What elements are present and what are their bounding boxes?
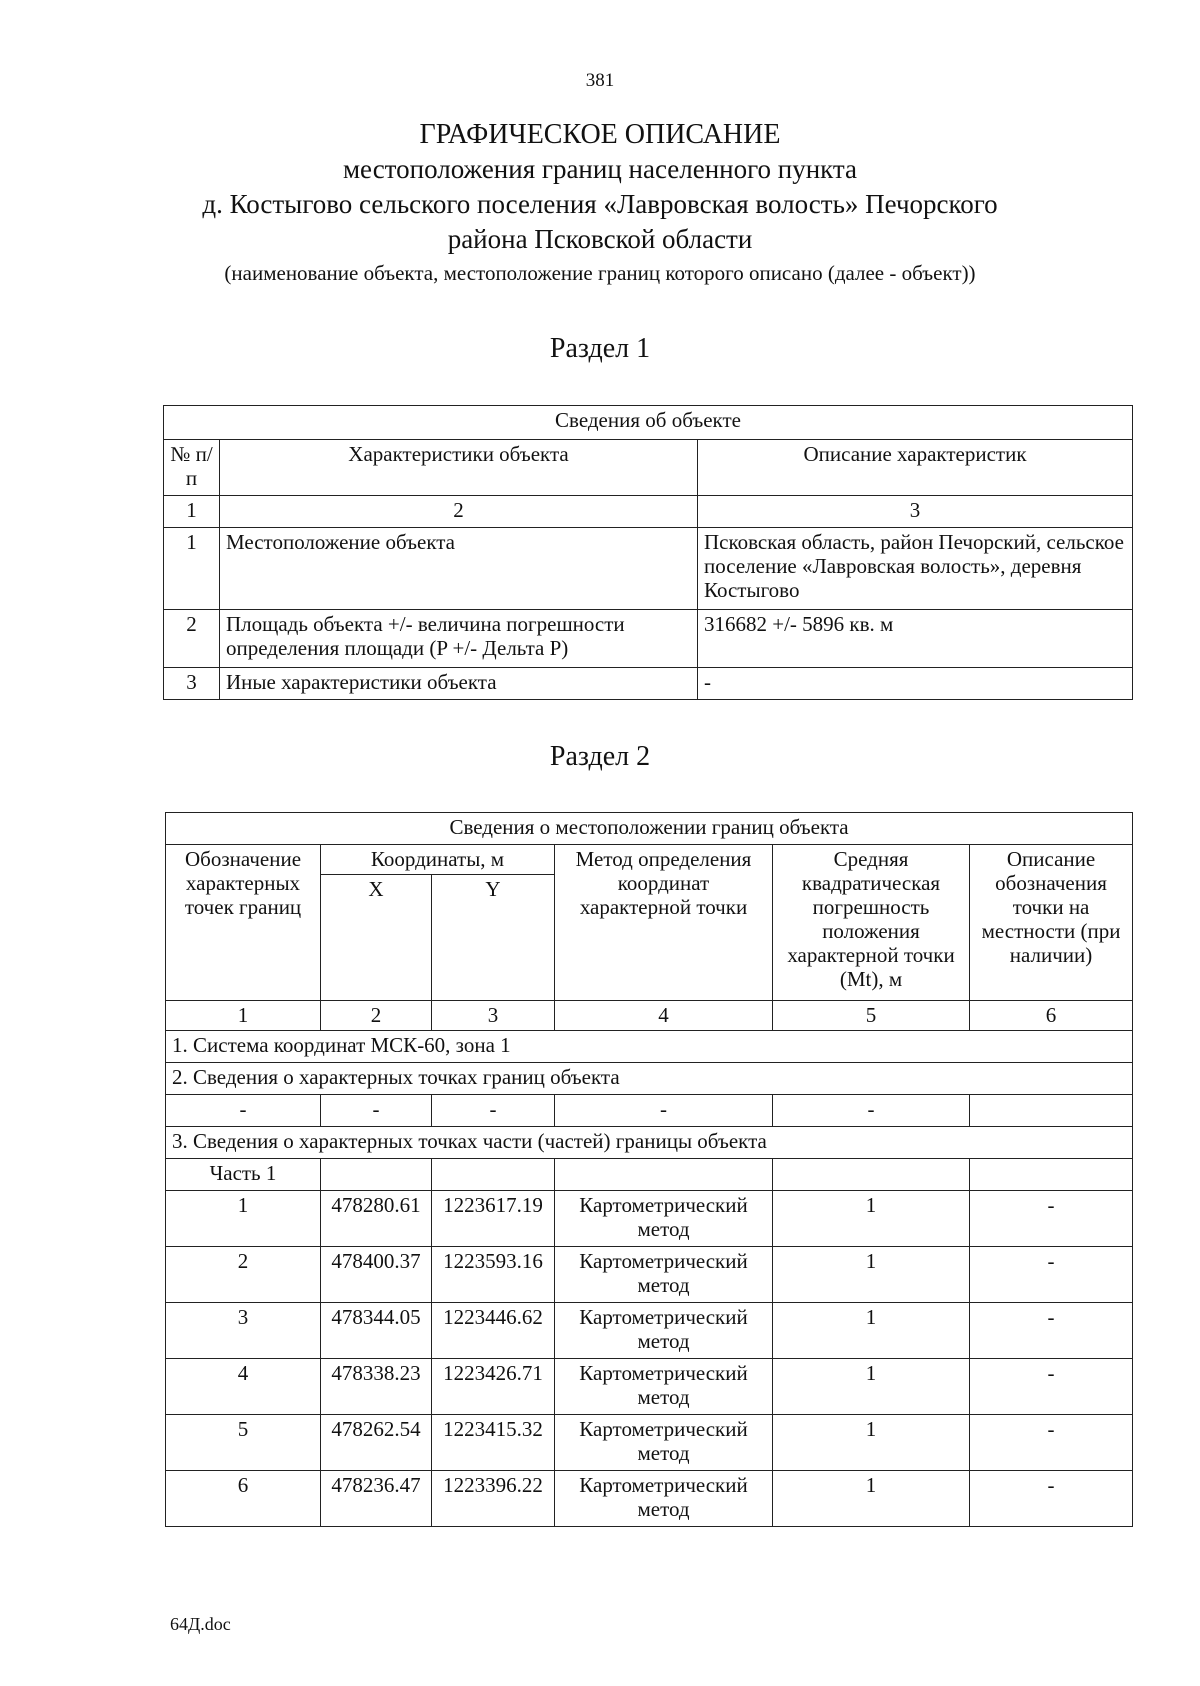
row-description: 316682 +/- 5896 кв. м <box>698 610 1133 668</box>
point-description: - <box>970 1303 1133 1359</box>
point-description: - <box>970 1247 1133 1303</box>
header-designation: Обозначение характерных точек границ <box>166 845 321 1001</box>
point-description: - <box>970 1359 1133 1415</box>
header-x: X <box>321 875 432 1001</box>
cell: - <box>166 1095 321 1127</box>
table-row <box>166 1247 1133 1303</box>
point-error: 1 <box>773 1415 970 1471</box>
section1-heading: Раздел 1 <box>549 333 651 364</box>
cell <box>970 1095 1133 1127</box>
point-method: Картометрический метод <box>555 1359 773 1415</box>
point-y: 1223617.19 <box>432 1191 555 1247</box>
point-description: - <box>970 1191 1133 1247</box>
row-characteristic: Местоположение объекта <box>220 528 698 610</box>
col-number: 5 <box>773 1001 970 1031</box>
row-description: - <box>698 668 1133 700</box>
cell: - <box>432 1095 555 1127</box>
row-number: 3 <box>164 668 220 700</box>
col-header-number: № п/п <box>164 440 220 496</box>
cell: - <box>321 1095 432 1127</box>
row-characteristic: Иные характеристики объекта <box>220 668 698 700</box>
table-row <box>166 1359 1133 1415</box>
col-number: 4 <box>555 1001 773 1031</box>
row-characteristic: Площадь объекта +/- величина погрешности определения площади (P +/- Дельта P) <box>220 610 698 668</box>
table-row <box>166 1095 1133 1127</box>
table-title: Сведения о местоположении границ объекта <box>166 813 1133 845</box>
col-header-characteristic: Характеристики объекта <box>220 440 698 496</box>
point-method: Картометрический метод <box>555 1415 773 1471</box>
point-method: Картометрический метод <box>555 1303 773 1359</box>
point-number: 5 <box>166 1415 321 1471</box>
page-number: 381 <box>585 70 615 91</box>
point-x: 478344.05 <box>321 1303 432 1359</box>
coordinate-system-row: 1. Система координат МСК-60, зона 1 <box>166 1031 1133 1063</box>
document-title-block <box>0 118 1200 287</box>
col-number: 2 <box>321 1001 432 1031</box>
point-number: 1 <box>166 1191 321 1247</box>
section2-heading: Раздел 2 <box>549 741 651 772</box>
point-y: 1223593.16 <box>432 1247 555 1303</box>
col-number: 1 <box>164 496 220 528</box>
point-error: 1 <box>773 1303 970 1359</box>
point-y: 1223446.62 <box>432 1303 555 1359</box>
document-subtitle-line: района Псковской области <box>447 224 753 254</box>
row-number: 1 <box>164 528 220 610</box>
point-x: 478400.37 <box>321 1247 432 1303</box>
boundary-points-heading-row: 2. Сведения о характерных точках границ объекта <box>166 1063 1133 1095</box>
table-row <box>166 1303 1133 1359</box>
point-method: Картометрический метод <box>555 1191 773 1247</box>
row-number: 2 <box>164 610 220 668</box>
point-method: Картометрический метод <box>555 1247 773 1303</box>
point-number: 6 <box>166 1471 321 1527</box>
row-description: Псковская область, район Печорский, сельское поселение «Лавровская волость», деревня Костыгово <box>698 528 1133 610</box>
point-description: - <box>970 1471 1133 1527</box>
part-label: Часть 1 <box>166 1159 321 1191</box>
point-method: Картометрический метод <box>555 1471 773 1527</box>
col-number: 6 <box>970 1001 1133 1031</box>
cell: - <box>773 1095 970 1127</box>
table-row <box>164 668 1133 700</box>
point-error: 1 <box>773 1471 970 1527</box>
col-number: 2 <box>220 496 698 528</box>
point-y: 1223396.22 <box>432 1471 555 1527</box>
point-number: 2 <box>166 1247 321 1303</box>
document-title: ГРАФИЧЕСКОЕ ОПИСАНИЕ <box>419 119 781 150</box>
footer-filename: 64Д.doc <box>170 1614 231 1634</box>
header-error: Средняя квадратическая погрешность положения характерной точки (Mt), м <box>773 845 970 1001</box>
header-y: Y <box>432 875 555 1001</box>
table-row <box>164 610 1133 668</box>
point-x: 478262.54 <box>321 1415 432 1471</box>
boundary-points-table <box>165 812 1133 1527</box>
point-error: 1 <box>773 1247 970 1303</box>
header-method: Метод определения координат характерной точки <box>555 845 773 1001</box>
point-x: 478280.61 <box>321 1191 432 1247</box>
table-title: Сведения об объекте <box>164 406 1133 440</box>
point-y: 1223426.71 <box>432 1359 555 1415</box>
table-row <box>166 1471 1133 1527</box>
point-y: 1223415.32 <box>432 1415 555 1471</box>
document-subtitle-line: д. Костыгово сельского поселения «Лавровская волость» Печорского <box>202 189 998 219</box>
col-header-description: Описание характеристик <box>698 440 1133 496</box>
part-points-heading-row: 3. Сведения о характерных точках части (частей) границы объекта <box>166 1127 1133 1159</box>
table-row <box>166 1415 1133 1471</box>
col-number: 3 <box>432 1001 555 1031</box>
header-coordinates: Координаты, м <box>321 845 555 875</box>
point-error: 1 <box>773 1359 970 1415</box>
document-title-note: (наименование объекта, местоположение границ которого описано (далее - объект)) <box>224 261 976 285</box>
table-row <box>164 528 1133 610</box>
table-row <box>166 1191 1133 1247</box>
header-description: Описание обозначения точки на местности (при наличии) <box>970 845 1133 1001</box>
col-number: 3 <box>698 496 1133 528</box>
point-x: 478236.47 <box>321 1471 432 1527</box>
object-info-table <box>163 405 1133 700</box>
document-subtitle-line: местоположения границ населенного пункта <box>342 154 858 184</box>
cell: - <box>555 1095 773 1127</box>
point-x: 478338.23 <box>321 1359 432 1415</box>
point-description: - <box>970 1415 1133 1471</box>
point-number: 4 <box>166 1359 321 1415</box>
col-number: 1 <box>166 1001 321 1031</box>
point-number: 3 <box>166 1303 321 1359</box>
point-error: 1 <box>773 1191 970 1247</box>
